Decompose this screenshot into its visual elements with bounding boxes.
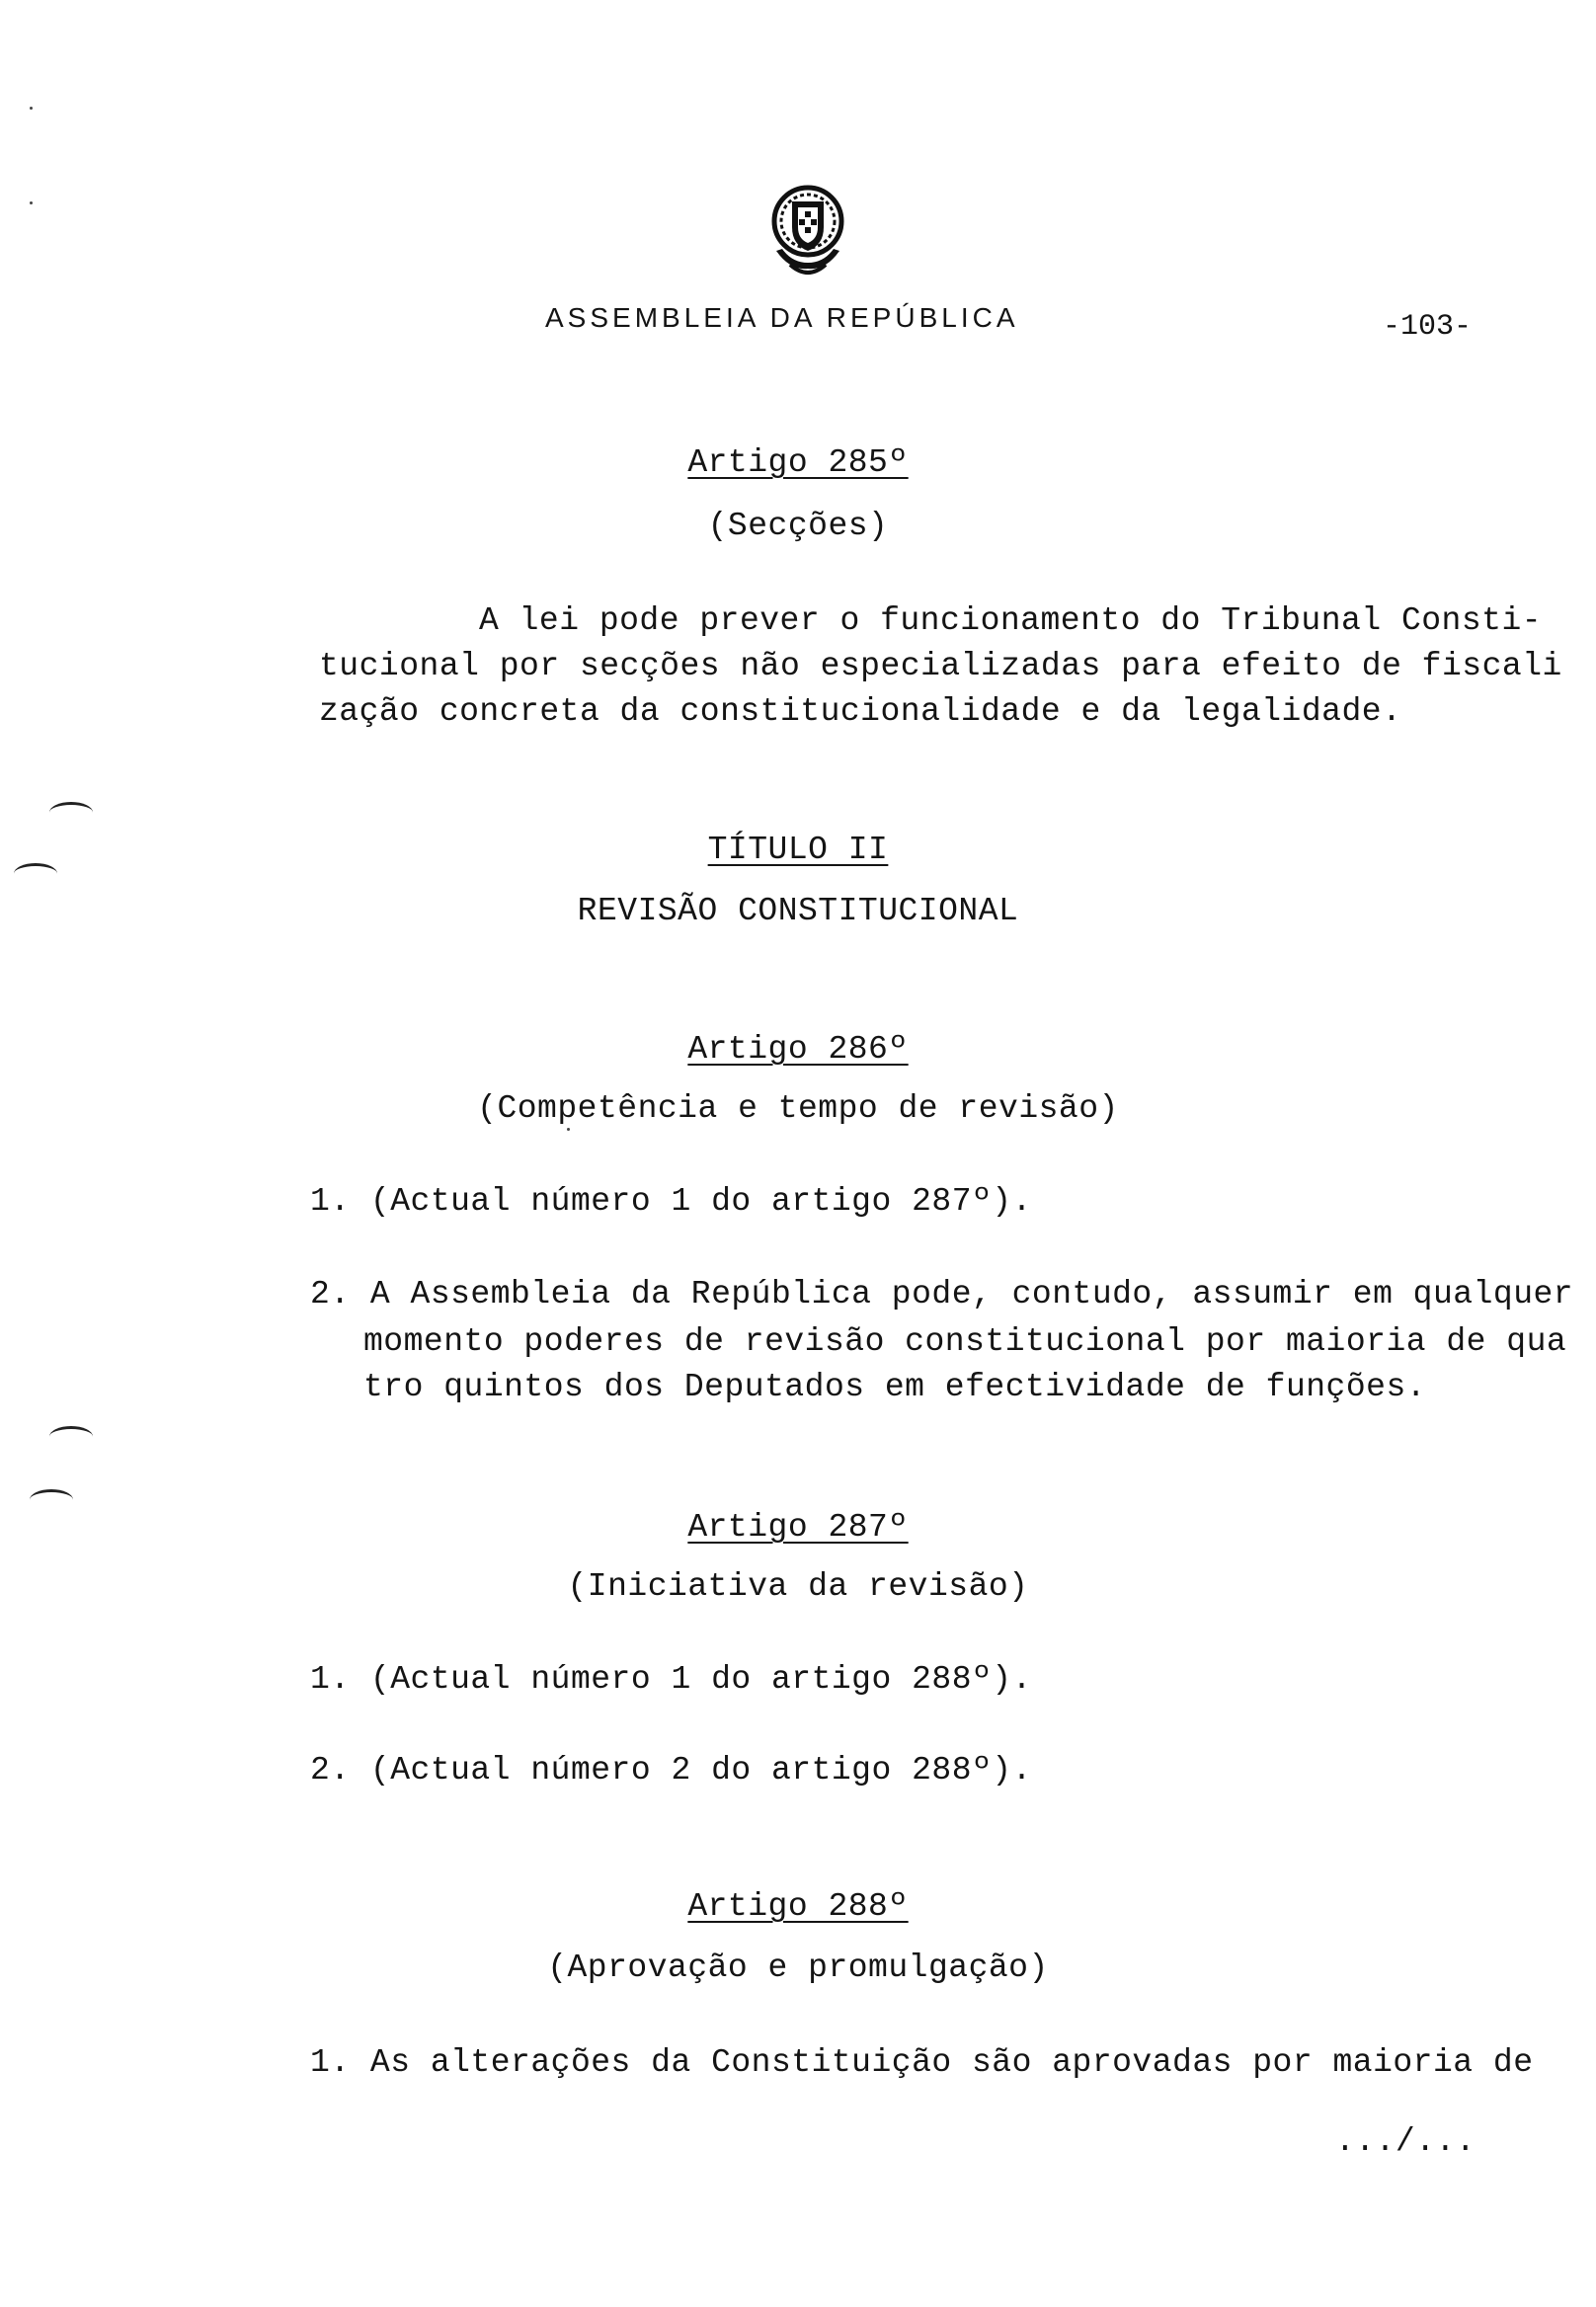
article-heading: Artigo 285º (687, 444, 909, 481)
scan-mark (30, 1489, 73, 1510)
list-item: 2. (Actual número 2 do artigo 288º). (310, 1752, 1032, 1789)
article-subtitle: (Iniciativa da revisão) (567, 1568, 1029, 1605)
scan-speck (30, 107, 33, 110)
article-subtitle: (Competência e tempo de revisão) (477, 1090, 1119, 1127)
article-heading: Artigo 288º (687, 1888, 909, 1925)
paragraph-line: tucional por secções não especializadas para efeito de fiscali (319, 648, 1562, 684)
page-number: -103- (1383, 310, 1473, 344)
scan-speck (567, 1128, 570, 1131)
list-item-continuation: momento poderes de revisão constitucional por maioria de qua (363, 1323, 1567, 1360)
article-heading: Artigo 286º (687, 1031, 909, 1068)
paragraph-line: zação concreta da constitucionalidade e da legalidade. (319, 693, 1402, 730)
title-subtitle: REVISÃO CONSTITUCIONAL (577, 893, 1019, 929)
list-item: 1. (Actual número 1 do artigo 287º). (310, 1183, 1032, 1220)
article-heading: Artigo 287º (687, 1509, 909, 1546)
scan-speck (30, 201, 33, 204)
list-item: 1. As alterações da Constituição são aprovadas por maioria de (310, 2044, 1534, 2081)
article-subtitle: (Secções) (707, 508, 889, 544)
list-item-continuation: tro quintos dos Deputados em efectividade de funções. (363, 1369, 1427, 1405)
continuation-marker: .../... (1335, 2123, 1476, 2160)
scan-mark (49, 802, 93, 823)
coat-of-arms-icon (760, 182, 855, 280)
title-heading: TÍTULO II (707, 832, 889, 868)
list-item: 1. (Actual número 1 do artigo 288º). (310, 1661, 1032, 1698)
institution-name: ASSEMBLEIA DA REPÚBLICA (545, 302, 1019, 333)
paragraph-line: A lei pode prever o funcionamento do Tribunal Consti- (479, 602, 1543, 639)
scan-mark (49, 1426, 93, 1447)
article-subtitle: (Aprovação e promulgação) (547, 1949, 1049, 1986)
list-item: 2. A Assembleia da República pode, contudo, assumir em qualquer (310, 1276, 1574, 1313)
